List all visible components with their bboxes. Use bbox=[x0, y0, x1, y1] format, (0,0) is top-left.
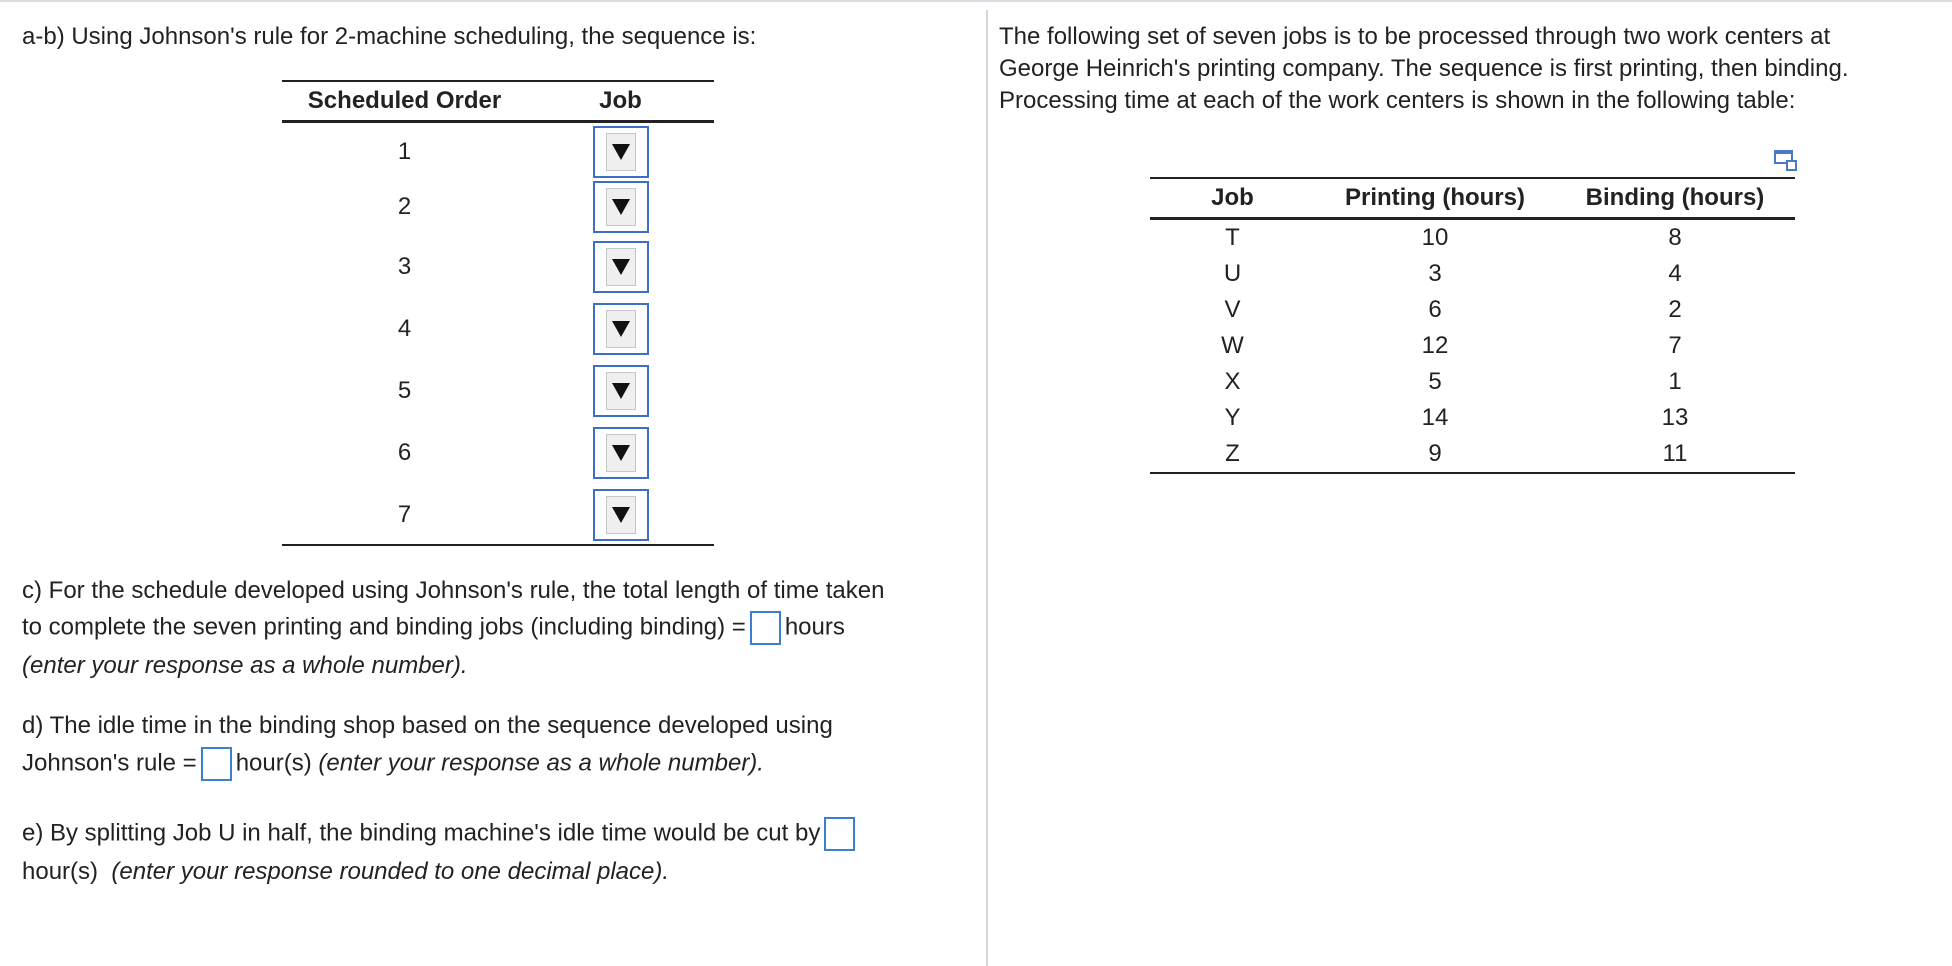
printing-cell: 12 bbox=[1421, 332, 1449, 359]
header-binding: Binding (hours) bbox=[1555, 178, 1795, 219]
part-e-line2 bbox=[22, 856, 669, 887]
dropdown-arrow-icon[interactable] bbox=[606, 496, 636, 534]
part-c-note: (enter your response as a whole number). bbox=[22, 652, 468, 679]
printing-cell: 5 bbox=[1428, 368, 1442, 395]
header-job: Job bbox=[599, 87, 642, 114]
job-cell: Z bbox=[1150, 436, 1315, 473]
printing-cell: 9 bbox=[1315, 436, 1555, 473]
problem-intro-line1: The following set of seven jobs is to be processed through two work centers at bbox=[999, 23, 1831, 50]
job-cell: T bbox=[1225, 224, 1240, 251]
job-select-7[interactable] bbox=[593, 489, 649, 541]
table-row bbox=[1150, 400, 1795, 436]
job-cell: Y bbox=[1224, 404, 1241, 431]
column-divider bbox=[986, 10, 988, 966]
job-select-4[interactable] bbox=[593, 303, 649, 355]
binding-cell: 13 bbox=[1661, 404, 1689, 431]
idle-time-input[interactable] bbox=[201, 747, 232, 781]
order-number: 3 bbox=[397, 253, 412, 280]
order-number: 5 bbox=[397, 377, 412, 404]
part-d-unit: hour(s) bbox=[235, 749, 312, 777]
printing-cell: 6 bbox=[1428, 296, 1442, 323]
idle-reduction-input[interactable] bbox=[824, 817, 855, 851]
job-select-2[interactable] bbox=[593, 181, 649, 233]
dropdown-arrow-icon[interactable] bbox=[606, 188, 636, 226]
job-select-1[interactable] bbox=[593, 126, 649, 178]
dropdown-arrow-icon[interactable] bbox=[606, 310, 636, 348]
job-select-5[interactable] bbox=[593, 365, 649, 417]
copy-data-icon[interactable] bbox=[1774, 150, 1798, 172]
sequence-intro: a-b) Using Johnson's rule for 2-machine scheduling, the sequence is: bbox=[22, 23, 757, 50]
part-d-prefix: Johnson's rule = bbox=[22, 749, 197, 777]
part-c-prefix: to complete the seven printing and binding jobs (including binding) = bbox=[22, 613, 746, 641]
part-d-line1: d) The idle time in the binding shop based on the sequence developed using bbox=[22, 712, 833, 739]
part-d-line2 bbox=[22, 747, 764, 781]
printing-cell: 14 bbox=[1421, 404, 1449, 431]
table-row bbox=[1150, 292, 1795, 328]
dropdown-arrow-icon[interactable] bbox=[606, 133, 636, 171]
dropdown-arrow-icon[interactable] bbox=[606, 372, 636, 410]
part-e-note: (enter your response rounded to one decimal place). bbox=[111, 858, 670, 885]
dropdown-arrow-icon[interactable] bbox=[606, 434, 636, 472]
job-cell: V bbox=[1224, 296, 1241, 323]
part-c-unit: hours bbox=[784, 613, 845, 641]
problem-intro-line2: George Heinrich's printing company. The sequence is first printing, then binding. bbox=[999, 55, 1849, 82]
sequence-table bbox=[282, 80, 714, 123]
sequence-table-bottom-rule bbox=[282, 544, 714, 546]
total-time-input[interactable] bbox=[750, 611, 781, 645]
sequence-row bbox=[282, 125, 714, 179]
binding-cell: 8 bbox=[1668, 224, 1682, 251]
binding-cell: 1 bbox=[1668, 368, 1682, 395]
header-scheduled-order: Scheduled Order bbox=[307, 87, 502, 114]
processing-time-table bbox=[1150, 177, 1795, 474]
header-printing: Printing (hours) bbox=[1315, 178, 1555, 219]
order-number: 6 bbox=[397, 439, 412, 466]
sequence-row bbox=[282, 364, 714, 418]
table-header-row bbox=[1150, 178, 1795, 219]
part-d-note: (enter your response as a whole number). bbox=[318, 749, 764, 777]
job-select-6[interactable] bbox=[593, 427, 649, 479]
part-e-text: e) By splitting Job U in half, the binding machine's idle time would be cut by bbox=[22, 819, 821, 847]
order-number: 2 bbox=[397, 193, 412, 220]
binding-cell: 7 bbox=[1668, 332, 1682, 359]
problem-intro-line3: Processing time at each of the work centers is shown in the following table: bbox=[999, 87, 1796, 114]
header-job: Job bbox=[1150, 178, 1315, 219]
printing-cell: 3 bbox=[1428, 260, 1442, 287]
sequence-row bbox=[282, 488, 714, 542]
dropdown-arrow-icon[interactable] bbox=[606, 248, 636, 286]
table-row bbox=[1150, 219, 1795, 257]
binding-cell: 11 bbox=[1555, 436, 1795, 473]
order-number: 4 bbox=[397, 315, 412, 342]
sequence-row bbox=[282, 240, 714, 294]
binding-cell: 4 bbox=[1668, 260, 1682, 287]
top-border bbox=[0, 0, 1952, 2]
part-c-line2 bbox=[22, 611, 845, 645]
sequence-row bbox=[282, 302, 714, 356]
order-number: 1 bbox=[397, 138, 412, 165]
part-e-unit: hour(s) bbox=[22, 858, 99, 885]
sequence-table-header bbox=[282, 80, 714, 123]
binding-cell: 2 bbox=[1668, 296, 1682, 323]
table-row bbox=[1150, 256, 1795, 292]
sequence-row bbox=[282, 180, 714, 234]
part-c-line1: c) For the schedule developed using Johnson's rule, the total length of time taken bbox=[22, 577, 885, 604]
table-row bbox=[1150, 364, 1795, 400]
order-number: 7 bbox=[397, 501, 412, 528]
job-cell: W bbox=[1221, 332, 1244, 359]
table-row bbox=[1150, 328, 1795, 364]
printing-cell: 10 bbox=[1421, 224, 1449, 251]
sequence-row bbox=[282, 426, 714, 480]
table-row bbox=[1150, 436, 1795, 473]
part-e-line1 bbox=[22, 817, 859, 851]
job-cell: X bbox=[1224, 368, 1241, 395]
job-select-3[interactable] bbox=[593, 241, 649, 293]
job-cell: U bbox=[1223, 260, 1242, 287]
